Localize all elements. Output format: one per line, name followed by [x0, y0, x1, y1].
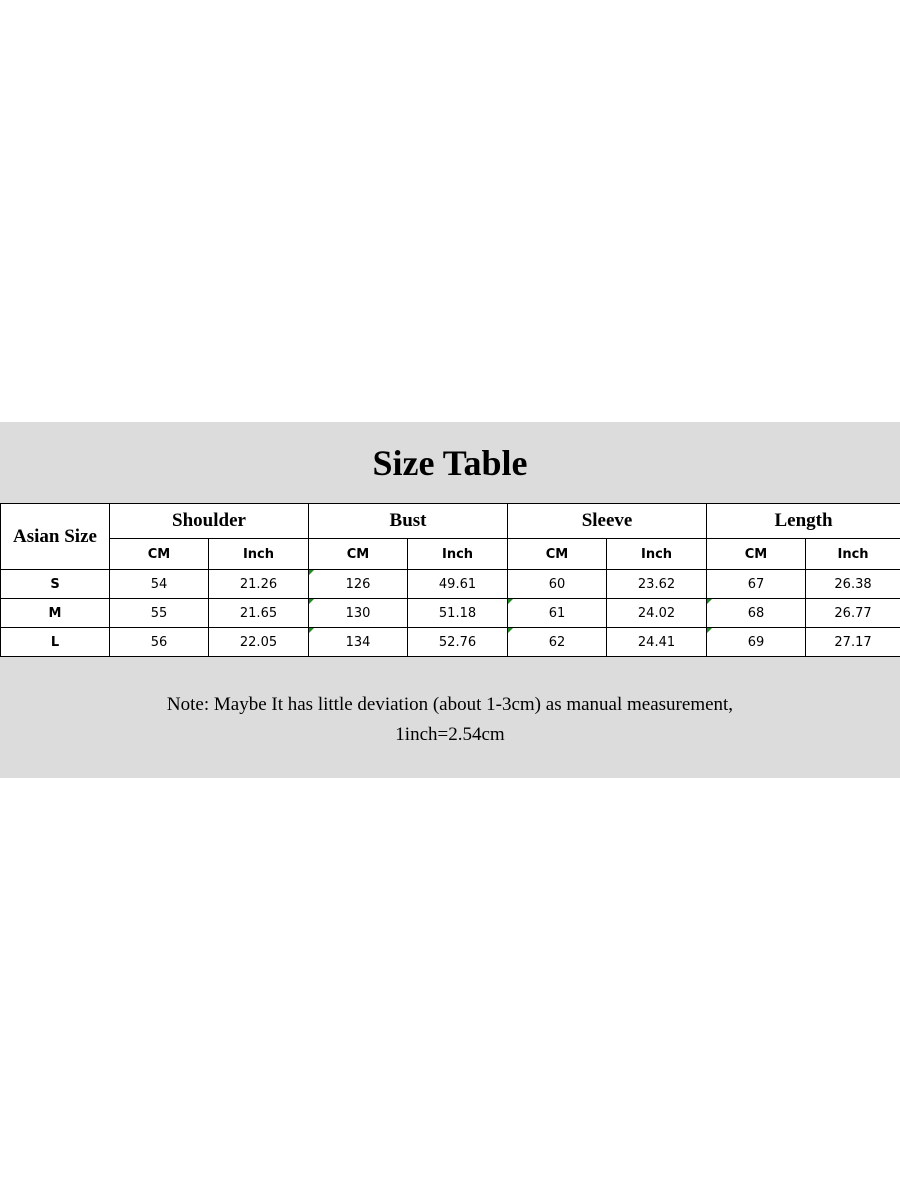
table-cell: 26.77	[806, 599, 900, 628]
table-cell: 23.62	[607, 570, 707, 599]
page-title: Size Table	[372, 443, 528, 483]
table-cell: 54	[110, 570, 209, 599]
table-cell: 21.26	[209, 570, 309, 599]
unit-header: Inch	[806, 539, 900, 570]
cell-value: 130	[345, 605, 371, 621]
size-label: M	[1, 599, 110, 628]
table-cell-marked	[309, 628, 408, 657]
cell-value: 62	[548, 634, 566, 650]
asian-size-header: Asian Size	[1, 504, 110, 570]
group-header-length: Length	[707, 504, 900, 539]
table-cell: 60	[508, 570, 607, 599]
group-header-sleeve: Sleeve	[508, 504, 707, 539]
table-cell: 24.41	[607, 628, 707, 657]
table-cell: 56	[110, 628, 209, 657]
group-header-shoulder: Shoulder	[110, 504, 309, 539]
table-cell-marked	[508, 628, 607, 657]
size-table	[0, 503, 900, 657]
table-cell: 67	[707, 570, 806, 599]
unit-header: CM	[110, 539, 209, 570]
measurement-note	[0, 690, 900, 750]
table-cell: 27.17	[806, 628, 900, 657]
unit-header: CM	[707, 539, 806, 570]
table-cell-marked	[309, 570, 408, 599]
table-row	[1, 599, 900, 628]
table-cell: 55	[110, 599, 209, 628]
table-cell: 26.38	[806, 570, 900, 599]
size-label: L	[1, 628, 110, 657]
group-header-row	[1, 504, 900, 539]
cell-value: 68	[747, 605, 765, 621]
table-cell-marked	[707, 628, 806, 657]
group-header-bust: Bust	[309, 504, 508, 539]
cell-marker	[707, 628, 712, 633]
table-cell-marked	[707, 599, 806, 628]
unit-header: Inch	[408, 539, 508, 570]
size-label: S	[1, 570, 110, 599]
cell-value: 69	[747, 634, 765, 650]
cell-marker	[707, 599, 712, 604]
cell-value: 134	[345, 634, 371, 650]
unit-header: Inch	[607, 539, 707, 570]
cell-marker	[309, 628, 314, 633]
table-row	[1, 570, 900, 599]
note-line-2: 1inch=2.54cm	[395, 724, 505, 745]
table-row	[1, 628, 900, 657]
table-cell: 24.02	[607, 599, 707, 628]
cell-marker	[508, 628, 513, 633]
cell-value: 126	[345, 576, 371, 592]
cell-marker	[508, 599, 513, 604]
table-cell: 21.65	[209, 599, 309, 628]
note-line-1: Note: Maybe It has little deviation (about 1-3cm) as manual measurement,	[166, 694, 734, 715]
table-cell: 52.76	[408, 628, 508, 657]
table-cell-marked	[309, 599, 408, 628]
table-cell: 51.18	[408, 599, 508, 628]
table-cell: 49.61	[408, 570, 508, 599]
table-cell: 22.05	[209, 628, 309, 657]
cell-value: 61	[548, 605, 566, 621]
unit-header: Inch	[209, 539, 309, 570]
unit-header-row	[1, 539, 900, 570]
table-cell-marked	[508, 599, 607, 628]
cell-marker	[309, 599, 314, 604]
unit-header: CM	[508, 539, 607, 570]
cell-marker	[309, 570, 314, 575]
unit-header: CM	[309, 539, 408, 570]
